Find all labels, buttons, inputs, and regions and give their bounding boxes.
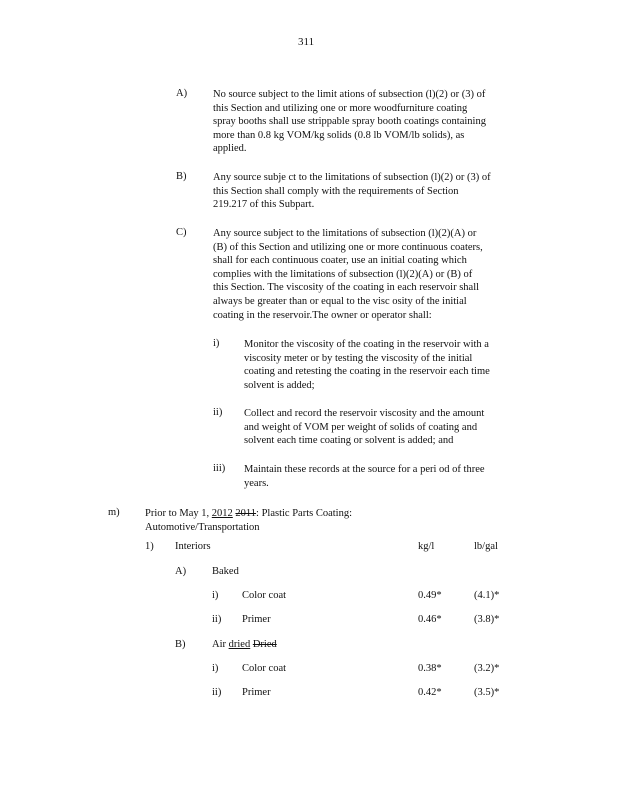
row-label: i) xyxy=(212,590,219,601)
group-b-title-prefix: Air xyxy=(212,639,229,650)
text-line: spray booths shall use strippable spray booth coatings containing xyxy=(213,116,486,128)
row-lb-value: (3.8)* xyxy=(474,614,500,625)
subitem-iii-label: iii) xyxy=(213,463,226,474)
subitem-ii-label: ii) xyxy=(213,407,223,418)
row-label: ii) xyxy=(212,687,222,698)
interiors-title: Interiors xyxy=(175,541,211,552)
row-kg-value: 0.46* xyxy=(418,614,442,625)
group-b-label: B) xyxy=(175,639,186,650)
page-number: 311 xyxy=(298,36,315,48)
section-m-line-1 xyxy=(145,507,445,521)
deleted-word: Dried xyxy=(252,639,277,650)
text-line: Monitor the viscosity of the coating in the reservoir with a xyxy=(244,339,489,350)
section-m-line-2: Automotive/Transportation xyxy=(145,521,260,533)
text-line: coating in the reservoir.The owner or operator shall: xyxy=(213,309,432,321)
text-line: more than 0.8 kg VOM/kg solids (0.8 lb VOM/lb solids), as xyxy=(213,129,465,141)
subitem-i-label: i) xyxy=(213,338,220,349)
item-b-label: B) xyxy=(176,171,187,182)
inserted-word: dried xyxy=(228,639,251,650)
row-label: ii) xyxy=(212,614,222,625)
row-name: Color coat xyxy=(242,590,287,601)
item-a-label: A) xyxy=(176,88,188,99)
text-line: always be greater than or equal to the visc osity of the initial xyxy=(213,295,467,307)
row-lb-value: (3.2)* xyxy=(474,663,500,674)
item-b-text xyxy=(213,171,533,212)
section-m-label: m) xyxy=(108,507,120,518)
deleted-year: 2011 xyxy=(235,508,257,519)
text-line: No source subject to the limit ations of subsection (l)(2) or (3) of xyxy=(213,89,486,100)
text-line: Maintain these records at the source for a peri od of three xyxy=(244,464,485,475)
section-m-prefix: Prior to May 1, xyxy=(145,508,212,519)
text-line: 219.217 of this Subpart. xyxy=(213,199,315,211)
group-a-label: A) xyxy=(175,566,187,577)
text-line: Any source subje ct to the limitations of subsection (l)(2) or (3) of xyxy=(213,172,491,183)
row-name: Primer xyxy=(242,614,271,625)
row-name: Color coat xyxy=(242,663,287,674)
row-lb-value: (3.5)* xyxy=(474,687,500,698)
item-c-label: C) xyxy=(176,227,187,238)
text-line: Collect and record the reservoir viscosity and the amount xyxy=(244,408,485,419)
text-line: years. xyxy=(244,477,269,489)
row-kg-value: 0.49* xyxy=(418,590,442,601)
text-line: viscosity meter or by testing the viscosity of the initial xyxy=(244,352,473,364)
row-label: i) xyxy=(212,663,219,674)
group-b-title xyxy=(212,639,277,650)
text-line: this Section and utilizing one or more woodfurniture coating xyxy=(213,102,468,114)
item-a-text xyxy=(213,88,533,156)
text-line: solvent each time coating or solvent is added; and xyxy=(244,435,454,447)
section-m-suffix: : Plastic Parts Coating: xyxy=(256,508,353,519)
text-line: coating and retesting the coating in the reservoir each time xyxy=(244,366,490,378)
subitem-iii-text xyxy=(244,463,534,490)
interiors-label: 1) xyxy=(145,541,154,552)
subitem-i-text xyxy=(244,338,534,392)
inserted-year: 2012 xyxy=(211,508,233,519)
row-kg-value: 0.38* xyxy=(418,663,442,674)
unit-kg-header: kg/l xyxy=(418,541,435,552)
row-name: Primer xyxy=(242,687,271,698)
text-line: this Section. The viscosity of the coating in each reservoir shall xyxy=(213,282,480,294)
text-line: complies with the limitations of subsection (l)(2)(A) or (B) of xyxy=(213,268,473,280)
section-m-heading xyxy=(145,507,445,534)
text-line: and weight of VOM per weight of solids of coating and xyxy=(244,421,478,433)
subitem-ii-text xyxy=(244,407,534,448)
text-line: applied. xyxy=(213,143,247,155)
item-c-text xyxy=(213,227,533,322)
text-line: shall for each continuous coater, use an initial coating which xyxy=(213,255,467,267)
text-line: solvent is added; xyxy=(244,379,315,391)
row-kg-value: 0.42* xyxy=(418,687,442,698)
group-a-title: Baked xyxy=(212,566,239,577)
text-line: (B) of this Section and utilizing one or more continuous coaters, xyxy=(213,241,483,253)
text-line: this Section shall comply with the requirements of Section xyxy=(213,185,459,197)
row-lb-value: (4.1)* xyxy=(474,590,500,601)
unit-lb-header: lb/gal xyxy=(474,541,498,552)
text-line: Any source subject to the limitations of subsection (l)(2)(A) or xyxy=(213,228,477,239)
